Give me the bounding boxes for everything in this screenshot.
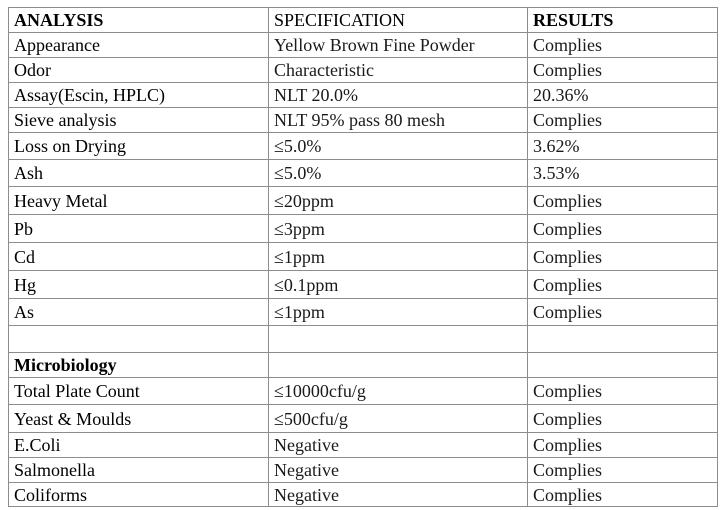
- result-cell: Complies: [528, 108, 718, 133]
- result-cell: 3.62%: [528, 133, 718, 160]
- analysis-cell: Coliforms: [9, 483, 269, 507]
- table-row: [9, 458, 718, 483]
- specification-cell: ≤0.1ppm: [269, 271, 528, 299]
- specification-table: [8, 7, 718, 507]
- table-row: [9, 483, 718, 507]
- header-specification: SPECIFICATION: [269, 8, 528, 33]
- analysis-cell: Sieve analysis: [9, 108, 269, 133]
- result-cell: Complies: [528, 58, 718, 83]
- analysis-cell: Salmonella: [9, 458, 269, 483]
- table-row: [9, 33, 718, 58]
- analysis-cell: E.Coli: [9, 433, 269, 458]
- specification-cell: Negative: [269, 483, 528, 507]
- analysis-cell: Loss on Drying: [9, 133, 269, 160]
- section-header-row: [9, 353, 718, 378]
- specification-cell: ≤3ppm: [269, 215, 528, 243]
- analysis-cell: As: [9, 299, 269, 326]
- result-cell: Complies: [528, 299, 718, 326]
- analysis-cell: Heavy Metal: [9, 187, 269, 215]
- specification-cell: ≤1ppm: [269, 243, 528, 271]
- specification-cell: NLT 20.0%: [269, 83, 528, 108]
- empty-cell: [528, 353, 718, 378]
- table-row: [9, 271, 718, 299]
- analysis-cell: Hg: [9, 271, 269, 299]
- table-row: [9, 405, 718, 433]
- result-cell: Complies: [528, 433, 718, 458]
- result-cell: Complies: [528, 215, 718, 243]
- analysis-cell: Yeast & Moulds: [9, 405, 269, 433]
- table-row: [9, 378, 718, 405]
- specification-cell: Characteristic: [269, 58, 528, 83]
- table-row: [9, 160, 718, 187]
- table-row: [9, 215, 718, 243]
- result-cell: 20.36%: [528, 83, 718, 108]
- result-cell: Complies: [528, 271, 718, 299]
- table-row: [9, 83, 718, 108]
- header-analysis: ANALYSIS: [9, 8, 269, 33]
- table-row: [9, 187, 718, 215]
- specification-cell: ≤5.0%: [269, 133, 528, 160]
- header-results: RESULTS: [528, 8, 718, 33]
- empty-cell: [528, 326, 718, 353]
- specification-cell: Negative: [269, 458, 528, 483]
- result-cell: Complies: [528, 483, 718, 507]
- analysis-cell: Ash: [9, 160, 269, 187]
- analysis-cell: Total Plate Count: [9, 378, 269, 405]
- empty-cell: [269, 326, 528, 353]
- analysis-cell: Appearance: [9, 33, 269, 58]
- specification-cell: Negative: [269, 433, 528, 458]
- specification-cell: ≤10000cfu/g: [269, 378, 528, 405]
- result-cell: Complies: [528, 458, 718, 483]
- table-row: [9, 108, 718, 133]
- microbiology-title: Microbiology: [9, 353, 269, 378]
- table-row: [9, 133, 718, 160]
- result-cell: Complies: [528, 243, 718, 271]
- result-cell: Complies: [528, 378, 718, 405]
- table-row: [9, 299, 718, 326]
- result-cell: Complies: [528, 405, 718, 433]
- table-row: [9, 243, 718, 271]
- analysis-cell: Cd: [9, 243, 269, 271]
- analysis-cell: Odor: [9, 58, 269, 83]
- empty-cell: [9, 326, 269, 353]
- empty-row: [9, 326, 718, 353]
- specification-cell: NLT 95% pass 80 mesh: [269, 108, 528, 133]
- specification-cell: ≤5.0%: [269, 160, 528, 187]
- table-row: [9, 58, 718, 83]
- specification-cell: Yellow Brown Fine Powder: [269, 33, 528, 58]
- analysis-cell: Pb: [9, 215, 269, 243]
- specification-cell: ≤1ppm: [269, 299, 528, 326]
- result-cell: Complies: [528, 33, 718, 58]
- table-row: [9, 433, 718, 458]
- table-header-row: [9, 8, 718, 33]
- specification-cell: ≤20ppm: [269, 187, 528, 215]
- analysis-cell: Assay(Escin, HPLC): [9, 83, 269, 108]
- empty-cell: [269, 353, 528, 378]
- specification-cell: ≤500cfu/g: [269, 405, 528, 433]
- result-cell: Complies: [528, 187, 718, 215]
- result-cell: 3.53%: [528, 160, 718, 187]
